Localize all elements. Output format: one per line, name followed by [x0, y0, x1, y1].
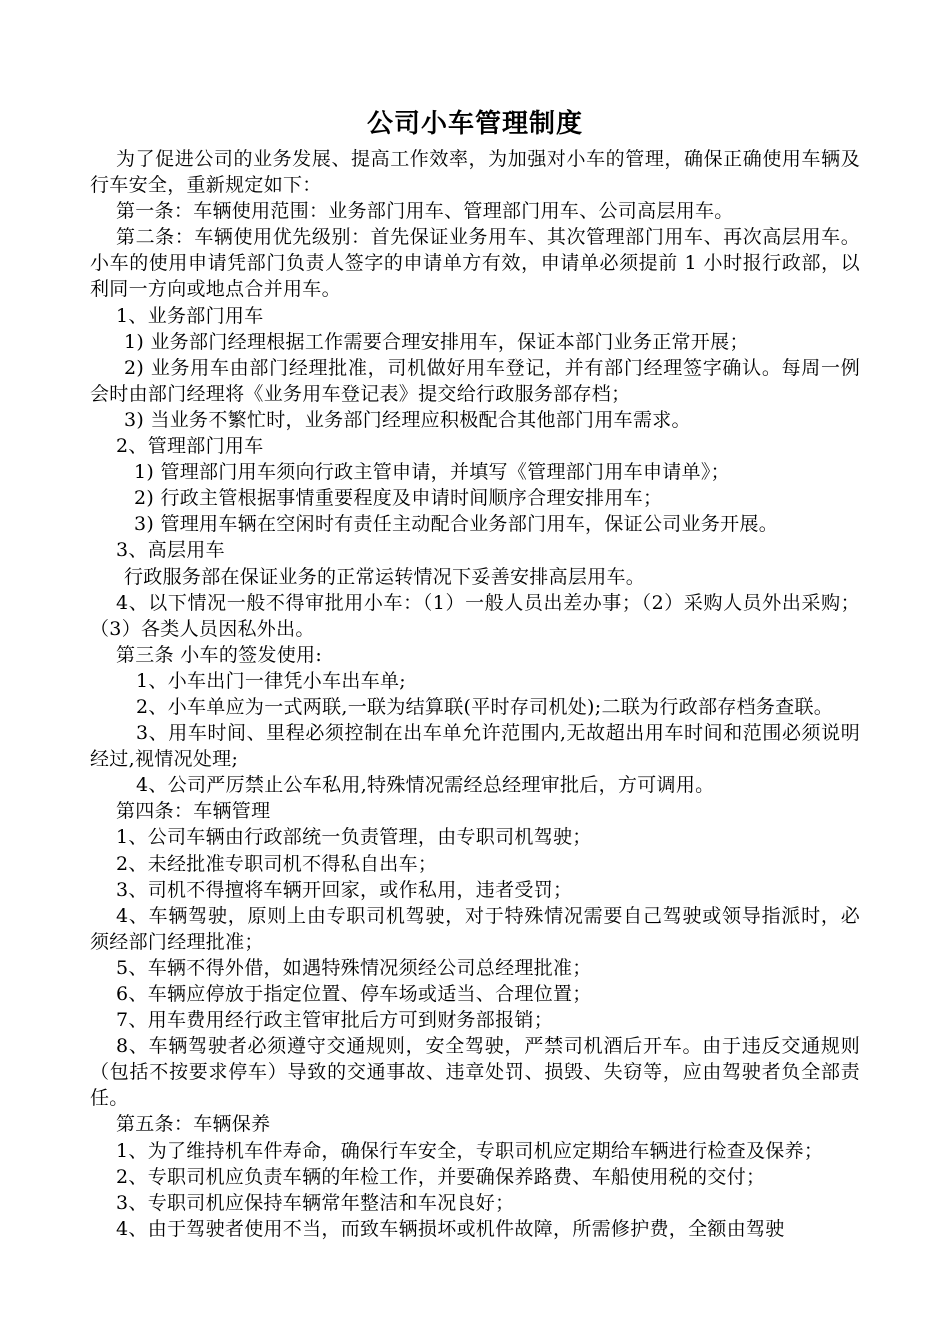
document-title: 公司小车管理制度	[366, 109, 583, 139]
list-item: 2、专职司机应负责车辆的年检工作，并要确保养路费、车船使用税的交付；	[116, 1165, 766, 1188]
list-item: 2) 行政主管根据事情重要程度及申请时间顺序合理安排用车；	[134, 487, 663, 510]
article-5: 第五条：车辆保养	[116, 1113, 271, 1136]
list-item: 1、为了维持机车件寿命，确保行车安全，专职司机应定期给车辆进行检查及保养；	[116, 1139, 824, 1162]
paragraph: 4、以下情况一般不得审批用小车：（1）一般人员出差办事；（2）采购人员外出采购；（3）各类人员因私外出。	[90, 591, 860, 640]
list-item: 3) 管理用车辆在空闲时有责任主动配合业务部门用车，保证公司业务开展。	[134, 513, 779, 536]
list-item: 4、由于驾驶者使用不当，而致车辆损坏或机件故障，所需修护费，全额由驾驶	[116, 1217, 785, 1240]
list-item: 2) 业务用车由部门经理批准，司机做好用车登记，并有部门经理签字确认。每周一例会时由部门经理将《业务用车登记表》提交给行政服务部存档；	[90, 356, 860, 405]
list-item: 1、小车出门一律凭小车出车单;	[136, 669, 406, 692]
article-3: 第三条 小车的签发使用:	[116, 643, 323, 666]
article-4: 第四条：车辆管理	[116, 800, 271, 823]
list-item: 4、公司严厉禁止公车私用,特殊情况需经总经理审批后，方可调用。	[136, 774, 715, 797]
list-item: 3) 当业务不繁忙时，业务部门经理应积极配合其他部门用车需求。	[124, 408, 691, 431]
list-item: 7、用车费用经行政主管审批后方可到财务部报销；	[116, 1009, 553, 1032]
document-body	[90, 146, 860, 1242]
section-heading: 1、业务部门用车	[116, 304, 264, 327]
list-item: 3、用车时间、里程必须控制在出车单允许范围内,无故超出用车时间和范围必须说明经过,视情况处理;	[90, 722, 860, 771]
list-item: 2、未经批准专职司机不得私自出车；	[116, 852, 438, 875]
list-item: 3、司机不得擅将车辆开回家，或作私用，违者受罚；	[116, 878, 573, 901]
list-item: 1) 管理部门用车须向行政主管申请，并填写《管理部门用车申请单》；	[134, 461, 730, 484]
article-1: 第一条：车辆使用范围：业务部门用车、管理部门用车、公司高层用车。	[116, 200, 734, 223]
list-item: 6、车辆应停放于指定位置、停车场或适当、合理位置；	[116, 983, 592, 1005]
section-heading: 2、管理部门用车	[116, 435, 264, 458]
article-2: 第二条：车辆使用优先级别：首先保证业务用车、其次管理部门用车、再次高层用车。小车的使用申请凭部门负责人签字的申请单方有效，申请单必须提前 1 小时报行政部，以利同一方向或地点合并用车。	[90, 226, 860, 301]
list-item: 2、小车单应为一式两联,一联为结算联(平时存司机处);二联为行政部存档务查联。	[136, 695, 834, 718]
list-item: 4、车辆驾驶，原则上由专职司机驾驶，对于特殊情况需要自己驾驶或领导指派时，必须经部门经理批准；	[90, 904, 860, 953]
paragraph: 行政服务部在保证业务的正常运转情况下妥善安排高层用车。	[124, 565, 646, 588]
intro-paragraph: 为了促进公司的业务发展、提高工作效率，为加强对小车的管理，确保正确使用车辆及行车安全，重新规定如下：	[90, 148, 860, 197]
list-item: 1) 业务部门经理根据工作需要合理安排用车，保证本部门业务正常开展；	[124, 330, 749, 353]
list-item: 3、专职司机应保持车辆常年整洁和车况良好；	[116, 1191, 515, 1214]
list-item: 8、车辆驾驶者必须遵守交通规则，安全驾驶，严禁司机酒后开车。由于违反交通规则（包括不按要求停车）导致的交通事故、违章处罚、损毁、失窃等，应由驾驶者负全部责任。	[90, 1035, 860, 1110]
list-item: 1、公司车辆由行政部统一负责管理，由专职司机驾驶；	[116, 826, 592, 849]
section-heading: 3、高层用车	[116, 539, 225, 562]
list-item: 5、车辆不得外借，如遇特殊情况须经公司总经理批准；	[116, 956, 592, 979]
